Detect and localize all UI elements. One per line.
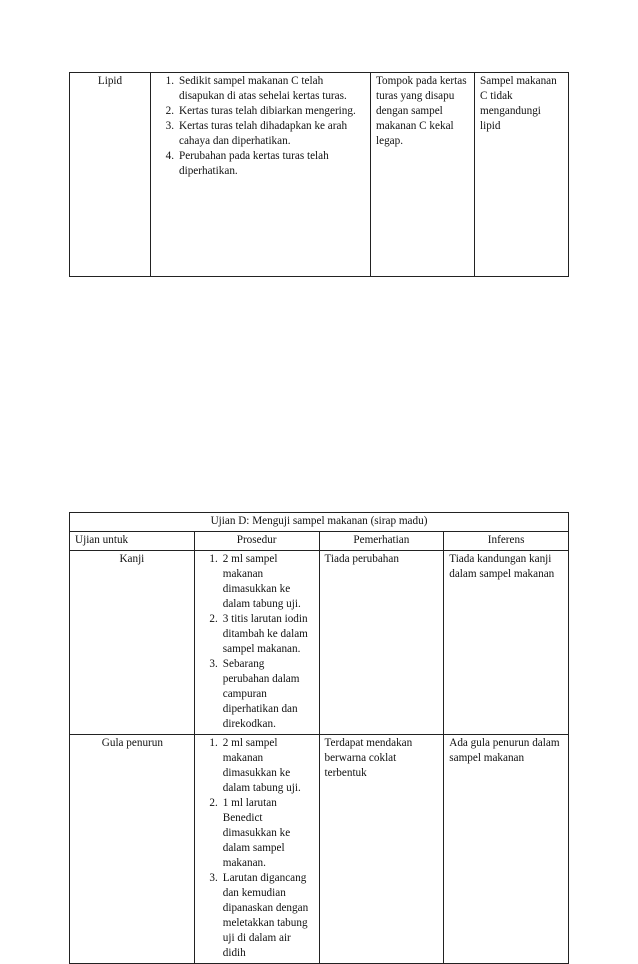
procedure-step: 2. 3 titis larutan iodin ditambah ke dalam sampel makanan. <box>209 613 308 655</box>
inference-cell: Ada gula penurun dalam sampel makanan <box>444 735 569 964</box>
procedure-list <box>200 552 314 732</box>
procedure-step: 3. Kertas turas telah dihadapkan ke arah cahaya dan diperhatikan. <box>165 120 348 147</box>
test-d-table <box>69 512 569 964</box>
table-row-kanji <box>70 551 569 735</box>
header-inference: Inferens <box>444 532 569 551</box>
procedure-step: 3. Sebarang perubahan dalam campuran diperhatikan dan direkodkan. <box>209 658 300 730</box>
procedure-list <box>200 736 314 961</box>
test-name-cell: Lipid <box>70 73 151 277</box>
observation-cell: Terdapat mendakan berwarna coklat terbentuk <box>319 735 444 964</box>
procedure-step: 2. 1 ml larutan Benedict dimasukkan ke dalam sampel makanan. <box>209 797 291 869</box>
table-caption: Ujian D: Menguji sampel makanan (sirap madu) <box>70 513 569 532</box>
inference-cell: Sampel makanan C tidak mengandungi lipid <box>475 73 569 277</box>
procedure-step: 2. Kertas turas telah dibiarkan mengering. <box>165 105 356 117</box>
lipid-test-table <box>69 72 569 277</box>
procedure-list <box>156 74 365 179</box>
inference-cell: Tiada kandungan kanji dalam sampel makanan <box>444 551 569 735</box>
procedure-cell <box>194 551 319 735</box>
procedure-step: 3. Larutan digancang dan kemudian dipanaskan dengan meletakkan tabung uji di dalam air didih <box>209 872 309 959</box>
procedure-step: 1. Sedikit sampel makanan C telah disapukan di atas sehelai kertas turas. <box>165 75 347 102</box>
table-row-reducing-sugar <box>70 735 569 964</box>
observation-cell: Tiada perubahan <box>319 551 444 735</box>
procedure-cell <box>194 735 319 964</box>
observation-cell: Tompok pada kertas turas yang disapu dengan sampel makanan C kekal legap. <box>371 73 475 277</box>
header-observation: Pemerhatian <box>319 532 444 551</box>
test-name-cell: Gula penurun <box>70 735 195 964</box>
procedure-step: 1. 2 ml sampel makanan dimasukkan ke dalam tabung uji. <box>209 737 301 794</box>
test-name-cell: Kanji <box>70 551 195 735</box>
caption-row <box>70 513 569 532</box>
procedure-step: 4. Perubahan pada kertas turas telah diperhatikan. <box>165 150 329 177</box>
procedure-step: 1. 2 ml sampel makanan dimasukkan ke dalam tabung uji. <box>209 553 301 610</box>
procedure-cell <box>151 73 371 277</box>
header-test-for: Ujian untuk <box>70 532 195 551</box>
header-row <box>70 532 569 551</box>
header-procedure: Prosedur <box>194 532 319 551</box>
table-row-lipid <box>70 73 569 277</box>
